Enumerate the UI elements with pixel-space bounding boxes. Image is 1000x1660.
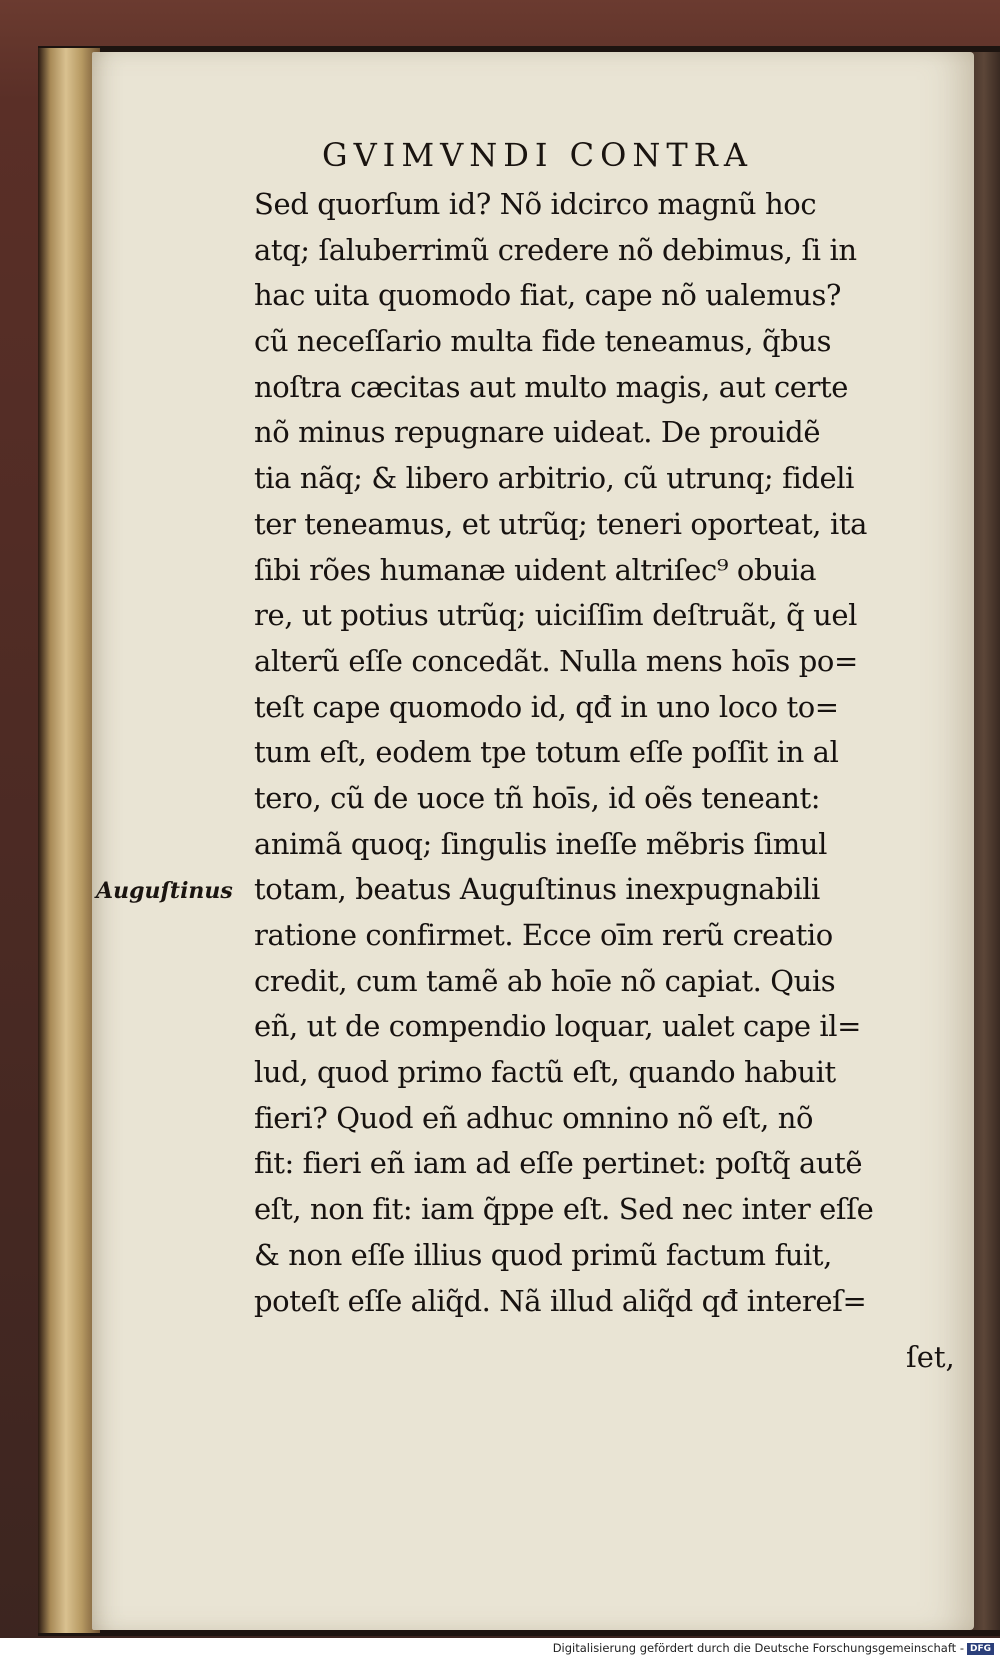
text-line: re, ut potius utrũq; uiciſſim deſtruãt, q̃ uel — [254, 598, 858, 633]
text-line: tia nãq; & libero arbitrio, cũ utrunq; fideli — [254, 461, 855, 496]
text-line: ratione confirmet. Ecce oīm rerũ creatio — [254, 918, 833, 952]
text-line: ter teneamus, et utrũq; teneri oporteat, ita — [254, 506, 867, 541]
text-line: fieri? Quod eñ adhuc omnino nõ eſt, nõ — [254, 1100, 814, 1135]
page-edges — [38, 48, 100, 1633]
text-line: totam, beatus Auguſtinus inexpugnabili — [254, 872, 820, 907]
marginal-note: Auguſtinus — [96, 878, 233, 904]
text-line: lud, quod primo factũ eſt, quando habuit — [254, 1055, 836, 1090]
text-line: ſibi rões humanæ uident altriſec⁹ obuia — [254, 552, 817, 587]
text-line: eſt, non fit: iam q̃ppe eſt. Sed nec inter eſſe — [254, 1192, 874, 1227]
text-line: tum eſt, eodem tpe totum eſſe poſſit in al — [254, 735, 839, 770]
text-line: tero, cũ de uoce tñ hoīs, id oẽs teneant: — [254, 780, 821, 815]
text-line: hac uita quomodo fiat, cape nõ ualemus? — [254, 278, 842, 313]
running-head: GVIMVNDI CONTRA — [322, 136, 753, 174]
text-line: cũ neceſſario multa fide teneamus, q̃bus — [254, 324, 832, 359]
dfg-logo: DFG — [967, 1643, 994, 1655]
text-line: poteſt eſſe aliq̃d. Nã illud aliq̃d qđ intereſ= — [254, 1283, 867, 1318]
text-line: noſtra cæcitas aut multo magis, aut certe — [254, 369, 849, 404]
catchword: ſet, — [906, 1340, 955, 1374]
text-line: teſt cape quomodo id, qđ in uno loco to= — [254, 689, 839, 724]
text-line: atq; ſaluberrimũ credere nõ debimus, ſi in — [254, 232, 857, 267]
body-text — [254, 182, 974, 1324]
text-line: fit: fieri eñ iam ad eſſe pertinet: poſtq̃ autẽ — [254, 1146, 863, 1181]
text-line: alterũ eſſe concedãt. Nulla mens hoīs po= — [254, 643, 858, 678]
text-line: credit, cum tamẽ ab hoīe nõ capiat. Quis — [254, 963, 836, 998]
text-line: nõ minus repugnare uideat. De prouidẽ — [254, 415, 821, 450]
footer-credit — [553, 1641, 994, 1655]
footer-credit-text: Digitalisierung gefördert durch die Deutsche Forschungsgemeinschaft - — [552, 1641, 964, 1655]
text-line: Sed quorſum id? Nõ idcirco magnũ hoc — [254, 187, 817, 221]
text-line: & non eſſe illius quod primũ factum fuit, — [254, 1237, 833, 1272]
text-line: eñ, ut de compendio loquar, ualet cape il= — [254, 1009, 862, 1044]
text-line: animã quoq; ſingulis ineſſe mẽbris ſimul — [254, 826, 827, 861]
